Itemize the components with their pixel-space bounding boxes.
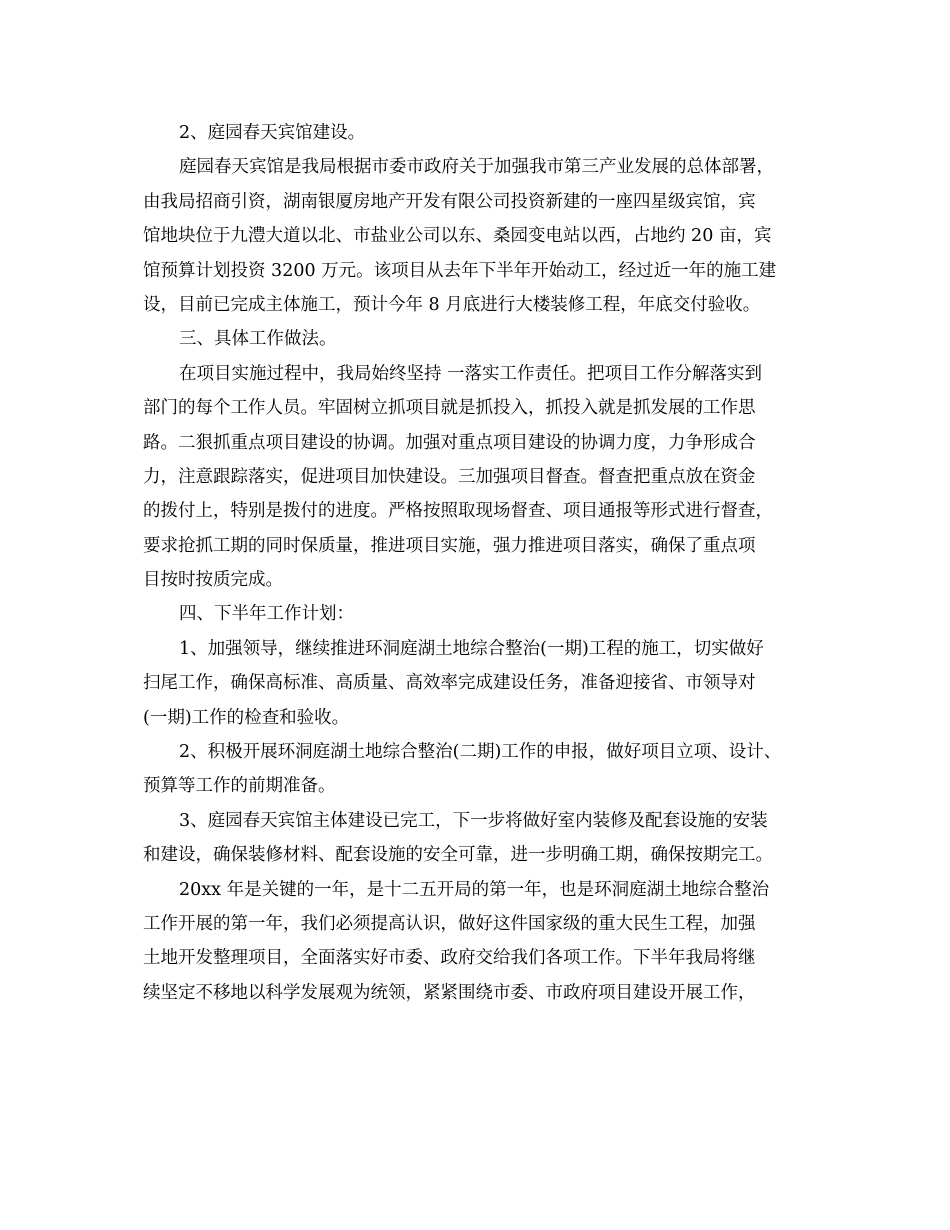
paragraph-line: 土地开发整理项目，全面落实好市委、政府交给我们各项工作。下半年我局将继 — [143, 948, 756, 969]
paragraph-line: 预算等工作的前期准备。 — [143, 776, 336, 797]
paragraph-line: 扫尾工作，确保高标准、高质量、高效率完成建设任务，准备迎接省、市领导对 — [143, 673, 756, 694]
paragraph-line: 要求抢抓工期的同时保质量，推进项目实施，强力推进项目落实，确保了重点项 — [143, 535, 756, 556]
paragraph-line: 馆地块位于九澧大道以北、市盐业公司以东、桑园变电站以西，占地约 20 亩，宾 — [143, 226, 772, 247]
document-body — [143, 116, 823, 1010]
paragraph-line: 设，目前已完成主体施工，预计今年 8 月底进行大楼装修工程，年底交付验收。 — [143, 294, 761, 315]
paragraph-line: 庭园春天宾馆是我局根据市委市政府关于加强我市第三产业发展的总体部署， — [179, 157, 774, 178]
paragraph-line: 续坚定不移地以科学发展观为统领，紧紧围绕市委、市政府项目建设开展工作， — [143, 982, 756, 1003]
section-heading: 四、下半年工作计划： — [179, 604, 354, 625]
paragraph-line: 由我局招商引资，湖南银厦房地产开发有限公司投资新建的一座四星级宾馆，宾 — [143, 191, 756, 212]
paragraph-line: 路。二狠抓重点项目建设的协调。加强对重点项目建设的协调力度，力争形成合 — [143, 432, 756, 453]
paragraph-line: 部门的每个工作人员。牢固树立抓项目就是抓投入，抓投入就是抓发展的工作思 — [143, 398, 756, 419]
paragraph-line: 馆预算计划投资 3200 万元。该项目从去年下半年开始动工，经过近一年的施工建 — [143, 260, 777, 281]
paragraph-line: 目按时按质完成。 — [143, 570, 283, 591]
paragraph-line: (一期)工作的检查和验收。 — [143, 707, 350, 728]
paragraph-line: 和建设，确保装修材料、配套设施的安全可靠，进一步明确工期，确保按期完工。 — [143, 845, 773, 866]
paragraph-line: 1、加强领导，继续推进环洞庭湖土地综合整治(一期)工程的施工，切实做好 — [179, 638, 764, 659]
section-heading: 2、庭园春天宾馆建设。 — [179, 123, 366, 143]
paragraph-line: 力，注意跟踪落实，促进项目加快建设。三加强项目督查。督查把重点放在资金 — [143, 466, 756, 487]
paragraph-line: 3、庭园春天宾馆主体建设已完工，下一步将做好室内装修及配套设施的安装 — [179, 810, 768, 831]
paragraph-line: 工作开展的第一年，我们必须提高认识，做好这件国家级的重大民生工程，加强 — [143, 913, 756, 934]
paragraph-line: 20xx 年是关键的一年，是十二五开局的第一年，也是环洞庭湖土地综合整治 — [179, 879, 770, 900]
paragraph-line: 在项目实施过程中，我局始终坚持 一落实工作责任。把项目工作分解落实到 — [179, 363, 763, 384]
paragraph-line: 的拨付上，特别是拨付的进度。严格按照取现场督查、项目通报等形式进行督查， — [143, 501, 773, 522]
section-heading: 三、具体工作做法。 — [179, 329, 337, 350]
paragraph-line: 2、积极开展环洞庭湖土地综合整治(二期)工作的申报，做好项目立项、设计、 — [179, 742, 782, 763]
